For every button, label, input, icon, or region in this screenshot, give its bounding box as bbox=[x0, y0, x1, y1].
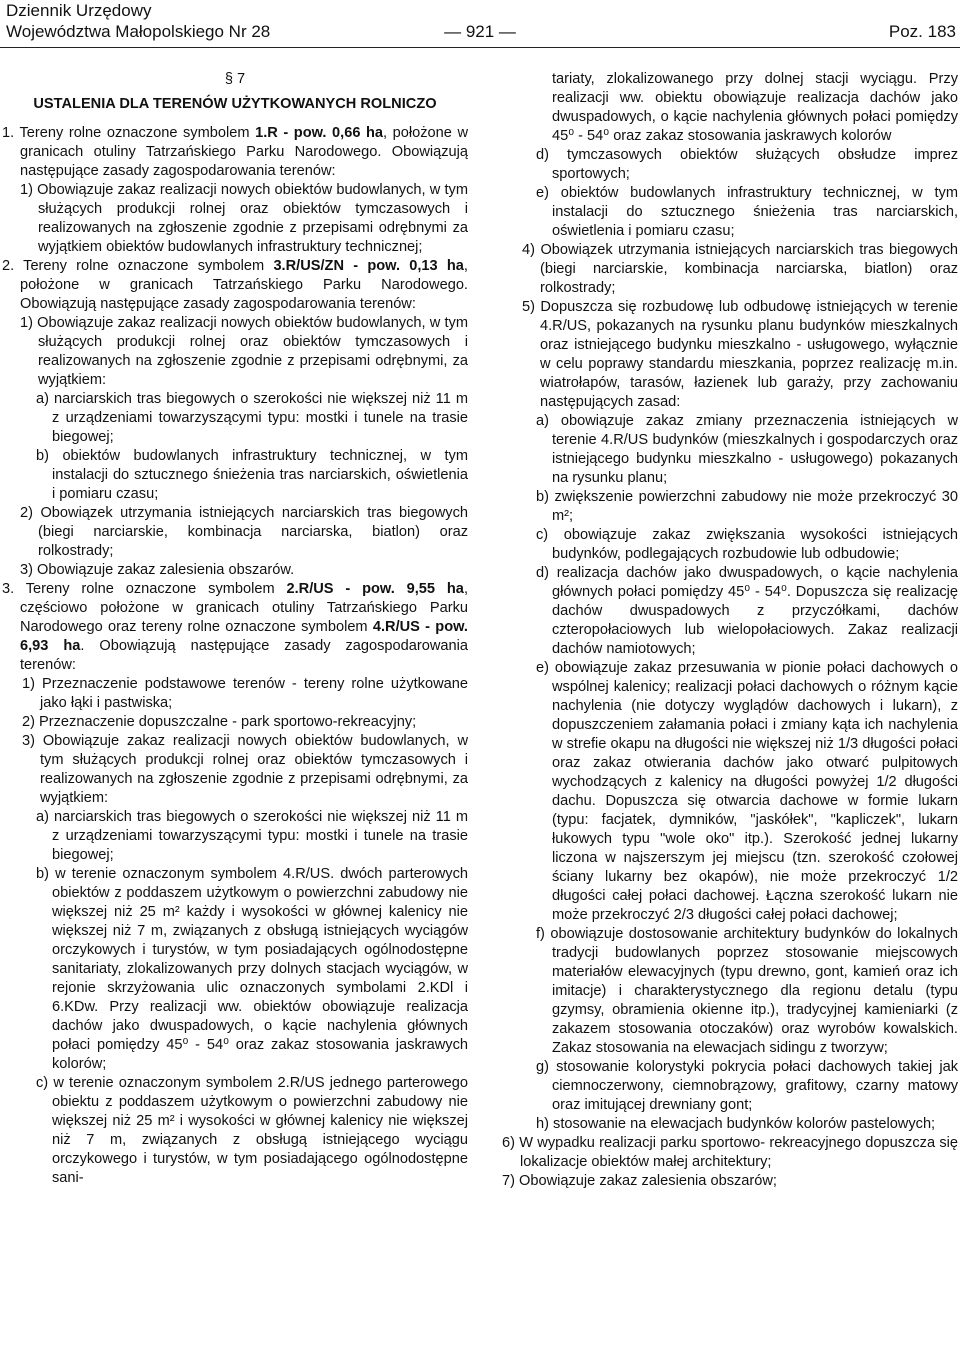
section-3-item-3e: e) obiektów budowlanych infrastruktury technicznej, w tym instalacji do sztucznego śnieżenia tras narciarskich, oświetlenia i pomiaru czasu; bbox=[536, 185, 958, 239]
section-3-item-3d: d) tymczasowych obiektów służących obsłudze imprez sportowych; bbox=[536, 147, 958, 182]
section-2-item-1: 1) Obowiązuje zakaz realizacji nowych obiektów budowlanych, w tym służących produkcji rolnej oraz obiektów tymczasowych i realizowanych na zgłoszenie zgodnie z przepisami odrębnymi, za wyjątkiem: bbox=[20, 315, 468, 388]
section-1-intro: 1. Tereny rolne oznaczone symbolem bbox=[2, 125, 256, 141]
section-3-intro: 3. Tereny rolne oznaczone symbolem bbox=[2, 581, 287, 597]
section-3-item-6: 6) W wypadku realizacji parku sportowo- rekreacyjnego dopuszcza się lokalizacje obiektów małej architektury; bbox=[502, 1135, 958, 1170]
section-3-item-3a: a) narciarskich tras biegowych o szerokości nie większej niż 11 m z urządzeniami towarzyszącymi typu: mostki i tunele na trasie biegowej; bbox=[36, 809, 468, 863]
page-header bbox=[0, 0, 960, 46]
section-1-rest: , położone w granicach otuliny Tatrzańskiego Parku Narodowego. Obowiązują następujące zasady zagospodarowania terenów: bbox=[20, 125, 468, 179]
section-3-item-2: 2) Przeznaczenie dopuszczalne - park sportowo-rekreacyjny; bbox=[22, 714, 417, 730]
section-2-symbol: 3.R/US/ZN - pow. 0,13 ha bbox=[273, 258, 464, 274]
section-3-item-5c: c) obowiązuje zakaz zwiększania wysokości istniejących budynków, podlegających rozbudowie lub odbudowie; bbox=[536, 527, 958, 562]
section-3-symbol-2: 4.R/US - pow. 6,93 ha bbox=[20, 619, 468, 654]
journal-voivodeship: Województwa Małopolskiego Nr 28 bbox=[6, 22, 271, 41]
section-2-intro: 2. Tereny rolne oznaczone symbolem bbox=[2, 258, 274, 274]
section-3-item-3c-continued: tariaty, zlokalizowanego przy dolnej stacji wyciągu. Przy realizacji ww. obiektu obowiązuje realizacja dachów jako dwuspadowych, o kącie nachylenia głównych połaci pomiędzy 45⁰ - 54⁰ oraz zakaz stosowania jaskrawych kolorów bbox=[552, 71, 958, 144]
section-1-symbol: 1.R - pow. 0,66 ha bbox=[255, 125, 384, 141]
section-3-item-4: 4) Obowiązek utrzymania istniejących narciarskich tras biegowych (biegi narciarskie, kombinacja narciarska, biatlon) oraz rolkostrady; bbox=[522, 242, 958, 296]
section-2-item-1a: a) narciarskich tras biegowych o szerokości nie większej niż 11 m z urządzeniami towarzyszącymi typu: mostki i tunele na trasie biegowej; bbox=[36, 391, 468, 445]
section-3-item-5d: d) realizacja dachów jako dwuspadowych, o kącie nachylenia głównych połaci pomiędzy 45⁰ - 54⁰. Dopuszcza się realizację dachów dwuspadowych z przyczółkami, dachów czteropołaciowych lub wielopołaciowych. Zakaz realizacji dachów namiotowych; bbox=[536, 565, 958, 657]
section-3-item-3: 3) Obowiązuje zakaz realizacji nowych obiektów budowlanych, w tym służących produkcji rolnej oraz obiektów tymczasowych i realizowanych na zgłoszenie zgodnie z przepisami odrębnymi, za wyjątkiem: bbox=[22, 733, 468, 806]
position-number: Poz. 183 bbox=[888, 22, 956, 41]
section-3-item-1: 1) Przeznaczenie podstawowe terenów - tereny rolne użytkowane jako łąki i pastwiska; bbox=[22, 676, 468, 711]
right-column bbox=[502, 70, 958, 1191]
section-3-item-5b: b) zwiększenie powierzchni zabudowy nie może przekroczyć 30 m²; bbox=[536, 489, 958, 524]
section-3-item-5g: g) stosowanie kolorystyki pokrycia połaci dachowych takiej jak ciemnoczerwony, ciemnobrązowy, grafitowy, czarny matowy oraz imitującej drewniany gont; bbox=[536, 1059, 958, 1113]
section-3-item-3c: c) w terenie oznaczonym symbolem 2.R/US jednego parterowego obiektu z poddaszem użytkowym o powierzchni zabudowy nie większej niż 25 m² i wysokości w głównej kalenicy nie większej niż 7 m, związanych z obsługą istniejącego wyciągu orczykowego i turystów, w tym posiadającego ogólnodostępne sani- bbox=[36, 1075, 468, 1186]
section-3-item-5: 5) Dopuszcza się rozbudowę lub odbudowę istniejących w terenie 4.R/US, pokazanych na rysunku planu budynków mieszkalnych oraz istniejącego budynku mieszkalno - usługowego, wyłącznie w celu poprawy standardu mieszkania, poprzez realizację m.in. wiatrołapów, tarasów, łazienek lub garaży, przy zachowaniu następujących zasad: bbox=[522, 299, 958, 410]
section-1-item-1: 1) Obowiązuje zakaz realizacji nowych obiektów budowlanych, w tym służących produkcji rolnej oraz obiektów tymczasowych i realizowanych na zgłoszenie zgodnie z przepisami odrębnymi za wyjątkiem obiektów budowlanych infrastruktury technicznej; bbox=[20, 182, 468, 255]
section-3-rest: . Obowiązują następujące zasady zagospodarowania terenów: bbox=[20, 638, 468, 673]
page-number: — 921 — bbox=[444, 22, 516, 41]
journal-title: Dziennik Urzędowy bbox=[6, 1, 152, 20]
section-2 bbox=[2, 257, 468, 314]
section-3 bbox=[2, 580, 468, 675]
section-3-mid: , częściowo położone w granicach otuliny Tatrzańskiego Parku Narodowego oraz tereny rolne oznaczone symbolem bbox=[20, 581, 468, 635]
section-2-rest: , położone w granicach Tatrzańskiego Parku Narodowego. Obowiązują następujące zasady zagospodarowania terenów: bbox=[20, 258, 468, 312]
section-3-item-5a: a) obowiązuje zakaz zmiany przeznaczenia istniejących w terenie 4.R/US budynków (mieszkalnych i gospodarczych oraz istniejącego budynku mieszkalno - usługowego) pokazanych na rysunku planu; bbox=[536, 413, 958, 486]
section-3-item-5h: h) stosowanie na elewacjach budynków kolorów pastelowych; bbox=[536, 1116, 936, 1132]
section-2-item-1b: b) obiektów budowlanych infrastruktury technicznej, w tym instalacji do sztucznego śnieżenia tras narciarskich, oświetlenia i pomiaru czasu; bbox=[36, 448, 468, 502]
section-2-item-2: 2) Obowiązek utrzymania istniejących narciarskich tras biegowych (biegi narciarskie, kombinacja narciarska, biatlon) oraz rolkostrady; bbox=[20, 505, 468, 559]
section-3-symbol: 2.R/US - pow. 9,55 ha bbox=[286, 581, 464, 597]
section-3-item-3b: b) w terenie oznaczonym symbolem 4.R/US. dwóch parterowych obiektów z poddaszem użytkowym o powierzchni zabudowy nie większej niż 25 m² każdy i wysokości w głównej kalenicy nie większej niż 7 m, związanych z obsługą istniejących wyciągów orczykowych i turystów, w tym posiadających ogólnodostępne sanitariaty, zlokalizowanych przy dolnych stacjach wyciągów, w rejonie skrzyżowania ulic oznaczonych symbolami 2.KDl i 6.KDw. Przy realizacji ww. obiektów obowiązuje realizacja dachów jako dwuspadowych, o kącie nachylenia głównych połaci pomiędzy 45⁰ - 54⁰ oraz zakaz stosowania jaskrawych kolorów; bbox=[36, 866, 468, 1072]
section-3-item-5e: e) obowiązuje zakaz przesuwania w pionie połaci dachowych o wspólnej kalenicy; realizacji połaci dachowych o różnym kącie nachylenia (nie dotyczy wyglądów dachowych i lukarn), z dopuszczeniem załamania połaci i zmiany kąta ich nachylenia w strefie okapu na długości nie większej niż 1/3 długości połaci oraz zakaz otwierania dachów jako otwarć pulpitowych wychodzących z kalenicy na długości powyżej 1/2 długości dachu. Dopuszcza się otwarcia dachowe w formie lukarn (typu: facjatek, dymników, "jaskółek", "kapliczek", lukarn łukowych typu "wole oko" itp.). Szerokość jednej lukarny liczona w najszerszym jej miejscu (tzn. szerokość czołowej ściany lukarny bez okapów), nie może przekroczyć 1/2 długości całej połaci dachowej. Łączna szerokość lukarn nie może przekroczyć 2/3 długości całej połaci dachowej; bbox=[536, 660, 958, 923]
section-2-item-3: 3) Obowiązuje zakaz zalesienia obszarów. bbox=[20, 562, 295, 578]
section-title: USTALENIA DLA TERENÓW UŻYTKOWANYCH ROLNICZO bbox=[33, 96, 437, 112]
paragraph-mark: § 7 bbox=[224, 71, 246, 87]
section-3-item-5f: f) obowiązuje dostosowanie architektury budynków do lokalnych tradycji budowlanych poprzez stosowanie miejscowych materiałów elewacyjnych (typu drewno, gont, kamień oraz ich imitacje) i charakterystycznego dla regionu detalu (typu gzymsy, obramienia okienne itp.), tradycyjnej kamieniarki (z zakazem stosowania otoczaków) oraz wyrobów kowalskich. Zakaz stosowania na elewacjach sidingu z tworzyw; bbox=[536, 926, 958, 1056]
header-rule bbox=[0, 47, 960, 48]
section-1 bbox=[2, 124, 468, 181]
left-column bbox=[2, 70, 468, 1188]
section-3-item-7: 7) Obowiązuje zakaz zalesienia obszarów; bbox=[502, 1173, 777, 1189]
